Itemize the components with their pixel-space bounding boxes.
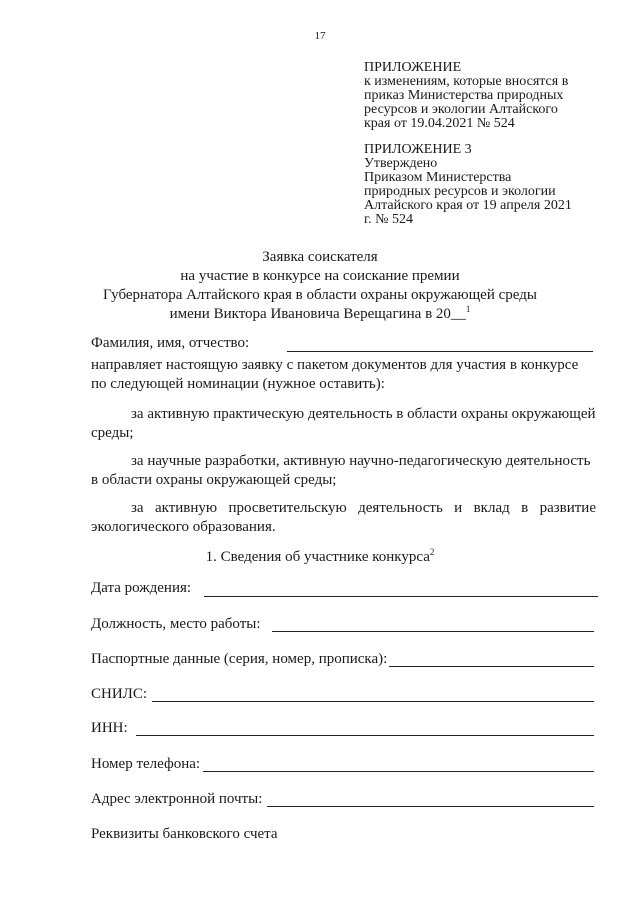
birth-date-label: Дата рождения:: [91, 580, 192, 596]
snils-label: СНИЛС:: [91, 686, 148, 702]
appendix-line: к изменениям, которые вносятся в: [364, 74, 569, 89]
appendix-line: приказ Министерства природных: [364, 88, 564, 103]
email-label: Адрес электронной почты:: [91, 791, 263, 807]
nomination-scientific[interactable]: [91, 452, 596, 490]
bank-details-label: Реквизиты банковского счета: [91, 826, 278, 842]
appendix3-line: Приказом Министерства: [364, 170, 512, 185]
nomination-line: в области охраны окружающей среды;: [91, 472, 337, 488]
heading-line: на участие в конкурсе на соискание премии: [180, 268, 460, 284]
snils-input-line[interactable]: [152, 701, 594, 702]
nomination-line: за активную практическую деятельность в области охраны окружающей: [131, 406, 596, 422]
page-number: 17: [314, 30, 326, 42]
footnote-1: 1: [465, 304, 471, 314]
passport-input-line[interactable]: [389, 666, 594, 667]
appendix-block: [364, 61, 568, 131]
nomination-line: среды;: [91, 425, 134, 441]
email-input-line[interactable]: [267, 806, 594, 807]
phone-label: Номер телефона:: [91, 756, 201, 772]
heading-last-text: имени Виктора Ивановича Верещагина в 20__: [169, 306, 466, 322]
position-workplace-label: Должность, место работы:: [91, 616, 261, 632]
birth-date-input-line[interactable]: [204, 596, 598, 597]
inn-label: ИНН:: [91, 720, 128, 736]
section-title-text: 1. Сведения об участнике конкурса: [205, 549, 430, 565]
passport-label: Паспортные данные (серия, номер, прописка):: [91, 651, 388, 667]
footnote-2: 2: [429, 547, 435, 557]
heading-line: Губернатора Алтайского края в области охраны окружающей среды: [103, 287, 537, 303]
fio-label: Фамилия, имя, отчество:: [91, 335, 250, 351]
nomination-line: экологического образования.: [91, 519, 276, 535]
phone-input-line[interactable]: [203, 771, 594, 772]
intro-paragraph: [91, 356, 596, 394]
section-title: [0, 549, 640, 566]
heading-line: Заявка соискателя: [262, 249, 378, 265]
nomination-practical[interactable]: [91, 405, 596, 443]
intro-line: по следующей номинации (нужное оставить):: [91, 376, 385, 392]
appendix-line: ресурсов и экологии Алтайского: [364, 102, 558, 117]
fio-input-line[interactable]: [287, 351, 593, 352]
appendix3-line: Алтайского края от 19 апреля 2021: [364, 198, 572, 213]
nomination-line: за научные разработки, активную научно-педагогическую деятельность: [131, 453, 591, 469]
appendix3-line: природных ресурсов и экологии: [364, 184, 556, 199]
heading-last-line: [60, 305, 580, 324]
appendix-title: ПРИЛОЖЕНИЕ: [364, 60, 462, 75]
appendix3-line: г. № 524: [364, 212, 414, 227]
appendix3-title: ПРИЛОЖЕНИЕ 3: [364, 142, 472, 157]
position-workplace-input-line[interactable]: [272, 631, 594, 632]
appendix3-block: [364, 143, 572, 227]
inn-input-line[interactable]: [136, 735, 594, 736]
intro-line: направляет настоящую заявку с пакетом документов для участия в конкурсе: [91, 357, 579, 373]
nomination-educational[interactable]: [91, 499, 596, 537]
nomination-line: за активную просветительскую деятельность и вклад в развитие: [131, 500, 596, 516]
application-heading: [60, 248, 580, 324]
appendix-line: края от 19.04.2021 № 524: [364, 116, 515, 131]
appendix3-line: Утверждено: [364, 156, 438, 171]
